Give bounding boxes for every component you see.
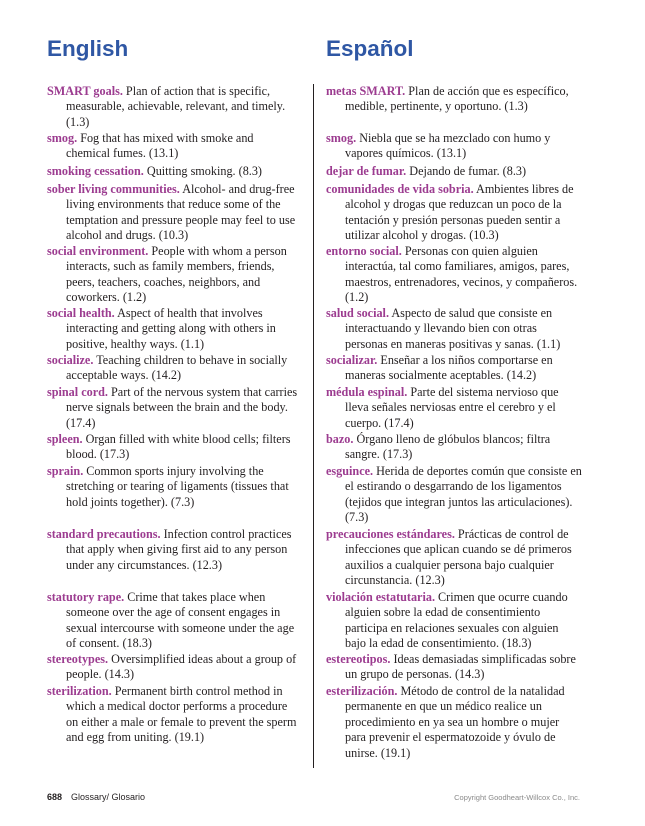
column-divider — [313, 84, 314, 768]
spanish-glossary-term: médula espinal. — [326, 385, 408, 399]
english-glossary-entry — [47, 590, 299, 652]
english-glossary-entry — [47, 164, 299, 179]
english-glossary-definition: Permanent birth control method in which a medical doctor performs a procedure on either a male or female to prevent the sperm and egg from uniting. (19.1) — [66, 684, 297, 745]
english-glossary-definition: Part of the nervous system that carries nerve signals between the brain and the body. (17.4) — [66, 385, 298, 430]
spanish-glossary-definition: Método de control de la natalidad permanente en que un médico realice un procedimiento en ya sea un hombre o mujer para prevenir el espermatozoide y óvulo de unirse. (19.1) — [345, 684, 565, 760]
spanish-glossary-definition: Aspecto de salud que consiste en interactuando y llevando bien con otras personas en maneras positivas y sanas. (1.1) — [345, 306, 561, 351]
spanish-glossary-term: estereotipos. — [326, 652, 391, 666]
page-number: 688 — [47, 792, 63, 802]
spanish-glossary-entry — [326, 306, 582, 352]
copyright-notice: Copyright Goodheart-Willcox Co., Inc. — [454, 793, 580, 802]
spanish-glossary-definition: Enseñar a los niños comportarse en maneras socialmente aceptables. (14.2) — [345, 353, 553, 383]
english-glossary-entry — [47, 131, 299, 162]
spanish-glossary-term: smog. — [326, 131, 357, 145]
spanish-glossary-term: violación estatutaria. — [326, 590, 435, 604]
spanish-glossary-term: comunidades de vida sobria. — [326, 182, 474, 196]
spanish-glossary-entry — [326, 182, 582, 244]
english-glossary-entry — [47, 385, 299, 431]
english-glossary-definition: Infection control practices that apply when giving first aid to any person under any circumstances. (12.3) — [66, 527, 292, 572]
spanish-glossary-term: bazo. — [326, 432, 354, 446]
spanish-heading: Español — [326, 36, 414, 61]
english-glossary-term: social environment. — [47, 244, 149, 258]
spanish-glossary-definition: Crimen que ocurre cuando alguien sobre la edad de consentimiento participa en relaciones sexuales con alguien bajo la edad de consentimiento. (18.3) — [345, 590, 568, 651]
english-glossary-entry — [47, 652, 299, 683]
english-glossary-term: sober living communities. — [47, 182, 180, 196]
english-glossary-definition: Crime that takes place when someone over the age of consent engages in sexual intercourse with someone under the age of consent. (18.3) — [66, 590, 295, 651]
spanish-glossary-entry — [326, 590, 582, 652]
english-glossary-entry — [47, 432, 299, 463]
english-glossary-term: spleen. — [47, 432, 83, 446]
spanish-glossary-entry — [326, 652, 582, 683]
english-glossary-entry — [47, 353, 299, 384]
spanish-glossary-entry — [326, 353, 582, 384]
english-glossary-term: smog. — [47, 131, 78, 145]
english-glossary-entry — [47, 527, 299, 573]
english-glossary-entry — [47, 244, 299, 306]
english-heading: English — [47, 36, 129, 61]
english-glossary-entry — [47, 464, 299, 510]
english-glossary-term: social health. — [47, 306, 115, 320]
english-glossary-term: socialize. — [47, 353, 94, 367]
footer-section-title: Glossary/ Glosario — [71, 792, 146, 802]
english-glossary-definition: Common sports injury involving the stretching or tearing of ligaments (tissues that hold joints together). (7.3) — [66, 464, 289, 509]
spanish-glossary-definition: Ambientes libres de alcohol y drogas que reduzcan un poco de la tentación y presión personas pueden sentir a utilizar alcohol y drogas. (10.3) — [345, 182, 574, 243]
spanish-glossary-definition: Parte del sistema nervioso que lleva señales nerviosas entre el cerebro y el cuerpo. (17.4) — [345, 385, 559, 430]
english-glossary-term: SMART goals. — [47, 84, 123, 98]
spanish-glossary-definition: Personas con quien alguien interactúa, tal como familiares, amigos, pares, maestros, entrenadores, vecinos, y compañeros. (1.2) — [345, 244, 578, 305]
english-glossary-definition: Plan of action that is specific, measurable, achievable, relevant, and timely. (1.3) — [66, 84, 286, 129]
spanish-glossary-definition: Dejando de fumar. (8.3) — [409, 164, 527, 178]
spanish-glossary-term: esguince. — [326, 464, 374, 478]
english-glossary-entry — [47, 684, 299, 746]
english-glossary-term: statutory rape. — [47, 590, 125, 604]
spanish-glossary-entry — [326, 244, 582, 306]
spanish-glossary-term: precauciones estándares. — [326, 527, 455, 541]
spanish-glossary-term: socializar. — [326, 353, 378, 367]
spanish-glossary-definition: Órgano lleno de glóbulos blancos; filtra sangre. (17.3) — [345, 432, 551, 462]
english-glossary-definition: People with whom a person interacts, such as family members, friends, peers, teachers, coaches, neighbors, and coworkers. (1.2) — [66, 244, 287, 305]
spanish-glossary-term: entorno social. — [326, 244, 402, 258]
spanish-glossary-entry — [326, 84, 582, 115]
english-glossary-entry — [47, 306, 299, 352]
spanish-glossary-definition: Ideas demasiadas simplificadas sobre un grupo de personas. (14.3) — [345, 652, 576, 682]
english-glossary-definition: Alcohol- and drug-free living environments that reduce some of the temptation and pressure people may feel to use alcohol and drugs. (10.3) — [66, 182, 296, 243]
spanish-glossary-definition: Prácticas de control de infecciones que aplican cuando se dé primeros auxilios a cualquier persona bajo cualquier circunstancia. (12.3) — [345, 527, 572, 588]
spanish-glossary-term: salud social. — [326, 306, 389, 320]
english-glossary-definition: Organ filled with white blood cells; filters blood. (17.3) — [66, 432, 291, 462]
spanish-glossary-definition: Herida de deportes común que consiste en el estirando o desgarrando de los ligamentos (tejidos que integran juntos las articulaciones). (7.3) — [345, 464, 582, 525]
spanish-glossary-term: metas SMART. — [326, 84, 406, 98]
english-glossary-definition: Oversimplified ideas about a group of people. (14.3) — [66, 652, 297, 682]
spanish-glossary-entry — [326, 432, 582, 463]
english-glossary-term: smoking cessation. — [47, 164, 144, 178]
english-glossary-term: stereotypes. — [47, 652, 109, 666]
english-glossary-definition: Fog that has mixed with smoke and chemical fumes. (13.1) — [66, 131, 254, 161]
spanish-glossary-entry — [326, 385, 582, 431]
english-glossary-entry — [47, 84, 299, 130]
spanish-glossary-definition: Plan de acción que es específico, medible, pertinente, y oportuno. (1.3) — [345, 84, 569, 114]
spanish-glossary-term: dejar de fumar. — [326, 164, 407, 178]
spanish-glossary-entry — [326, 684, 582, 761]
english-glossary-definition: Quitting smoking. (8.3) — [146, 164, 262, 178]
spanish-glossary-entry — [326, 527, 582, 589]
english-glossary-definition: Aspect of health that involves interacting and getting along with others in positive, healthy ways. (1.1) — [66, 306, 276, 351]
spanish-glossary-entry — [326, 464, 582, 526]
spanish-glossary-term: esterilización. — [326, 684, 398, 698]
english-glossary-term: sprain. — [47, 464, 84, 478]
english-glossary-term: sterilization. — [47, 684, 112, 698]
spanish-glossary-entry — [326, 164, 582, 179]
spanish-glossary-definition: Niebla que se ha mezclado con humo y vapores químicos. (13.1) — [345, 131, 551, 161]
english-glossary-entry — [47, 182, 299, 244]
english-glossary-definition: Teaching children to behave in socially acceptable ways. (14.2) — [66, 353, 288, 383]
spanish-glossary-entry — [326, 131, 582, 162]
english-glossary-term: spinal cord. — [47, 385, 108, 399]
english-glossary-term: standard precautions. — [47, 527, 161, 541]
